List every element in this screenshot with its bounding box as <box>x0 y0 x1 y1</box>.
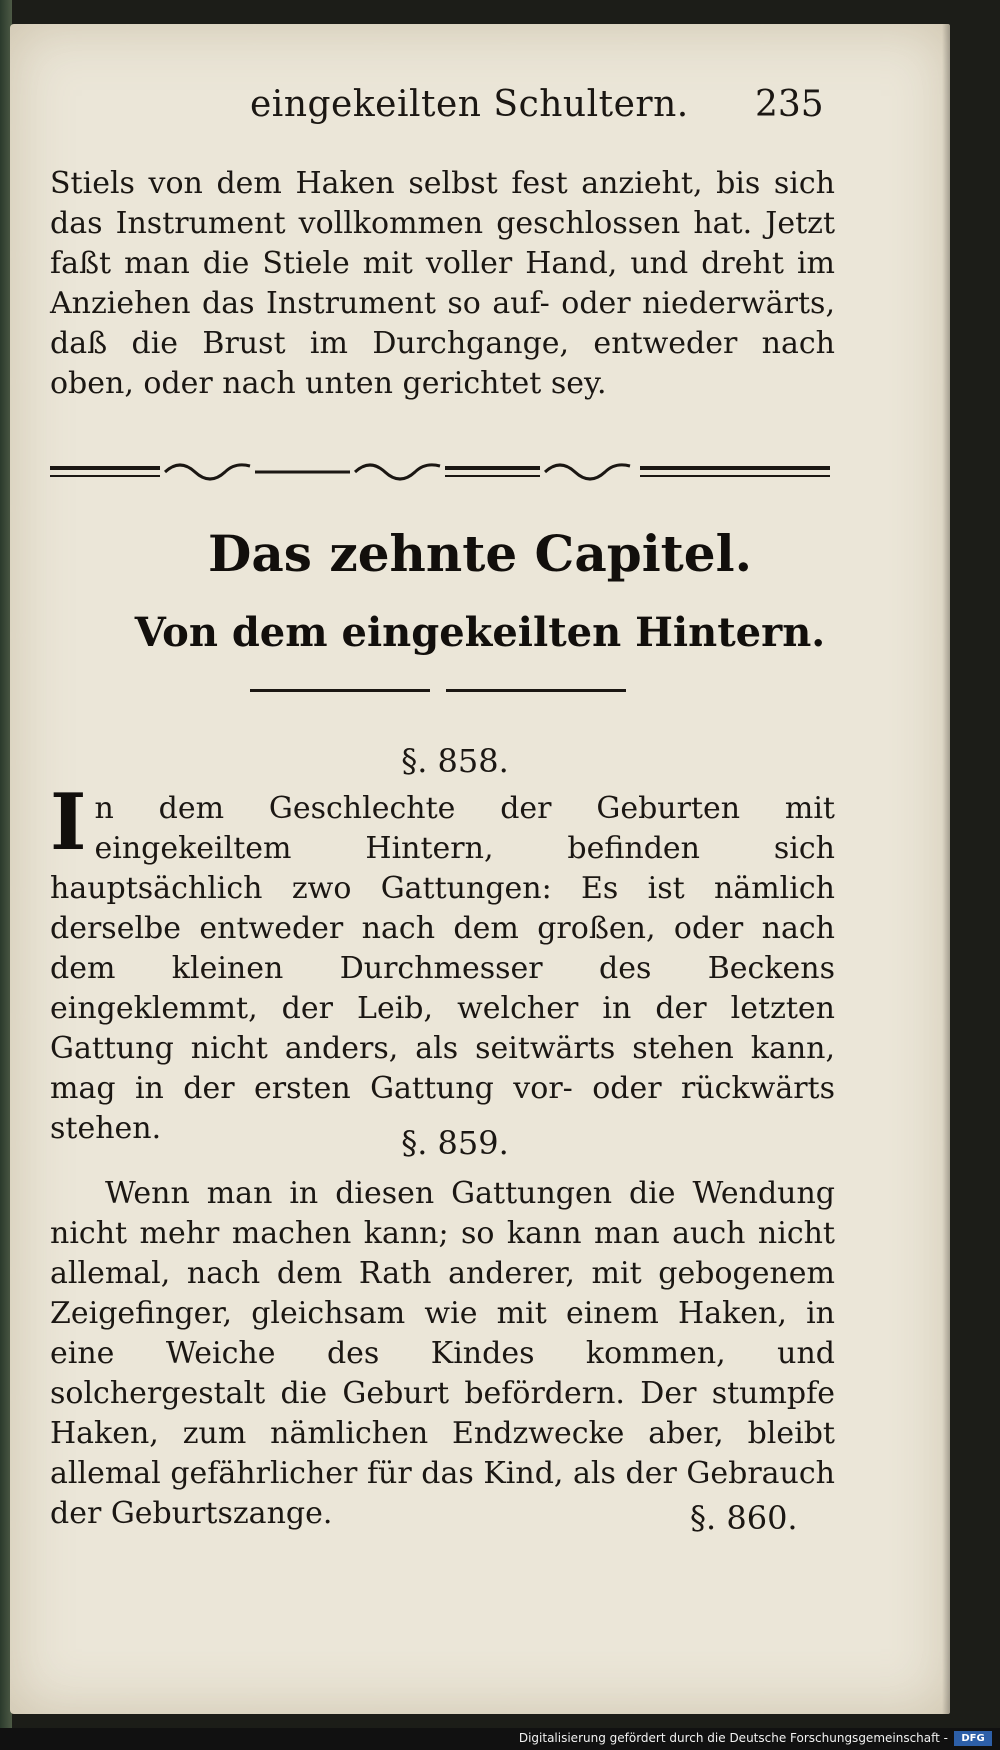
dfg-logo: DFG <box>954 1731 992 1746</box>
section-859-heading: §. 859. <box>401 1124 509 1162</box>
paragraph-text: Stiels von dem Haken selbst fest anzieht, bis sich das Instrument vollkommen geschlossen hat. Jetzt faßt man die Stiele mit voller Hand, und dreht im Anziehen das Instrument so auf- oder niederwärts, daß die Brust im Durchgange, entweder nach oben, oder nach unten gerichtet sey. <box>50 166 835 401</box>
catchword: §. 860. <box>690 1499 798 1537</box>
page-edge-shadow <box>942 24 950 1714</box>
ornament-divider <box>50 452 830 492</box>
section-858-paragraph <box>50 777 835 1149</box>
title-rule-right <box>446 689 626 692</box>
book-page <box>10 24 950 1714</box>
drop-cap: I <box>50 777 87 868</box>
section-858-heading: §. 858. <box>401 742 509 780</box>
page-number: 235 <box>755 84 824 125</box>
footer-bar <box>0 1728 1000 1750</box>
section-859-text: Wenn man in diesen Gattungen die Wendung nicht mehr machen kann; so kann man auch nicht allemal, nach dem Rath anderer, mit gebogenem Zeigefinger, gleichsam wie mit einem Haken, in eine Weiche des Kindes kommen, und solchergestalt die Geburt befördern. Der stumpfe Haken, zum nämlichen Endzwecke aber, bleibt allemal gefährlicher für das Kind, als der Gebrauch der Geburtszange. <box>50 1176 835 1531</box>
chapter-subtitle: Von dem eingekeilten Hintern. <box>134 609 826 656</box>
running-head <box>10 84 950 144</box>
funding-credit: Digitalisierung gefördert durch die Deutsche Forschungsgemeinschaft - <box>518 1731 948 1745</box>
chapter-title: Das zehnte Capitel. <box>208 524 752 583</box>
section-858-text: n dem Geschlechte der Geburten mit eingekeiltem Hintern, befinden sich hauptsächlich zwo Gattungen: Es ist nämlich derselbe entweder nach dem großen, oder nach dem kleinen Durchmesser des Beckens eingeklemmt, der Leib, welcher in der letzten Gattung nicht anders, als seitwärts stehen kann, mag in der ersten Gattung vor- oder rückwärts stehen. <box>50 791 835 1146</box>
title-rule-left <box>250 689 430 692</box>
section-859-paragraph <box>50 1174 835 1534</box>
paragraph-continued <box>50 164 835 404</box>
running-title: eingekeilten Schultern. <box>250 84 689 125</box>
